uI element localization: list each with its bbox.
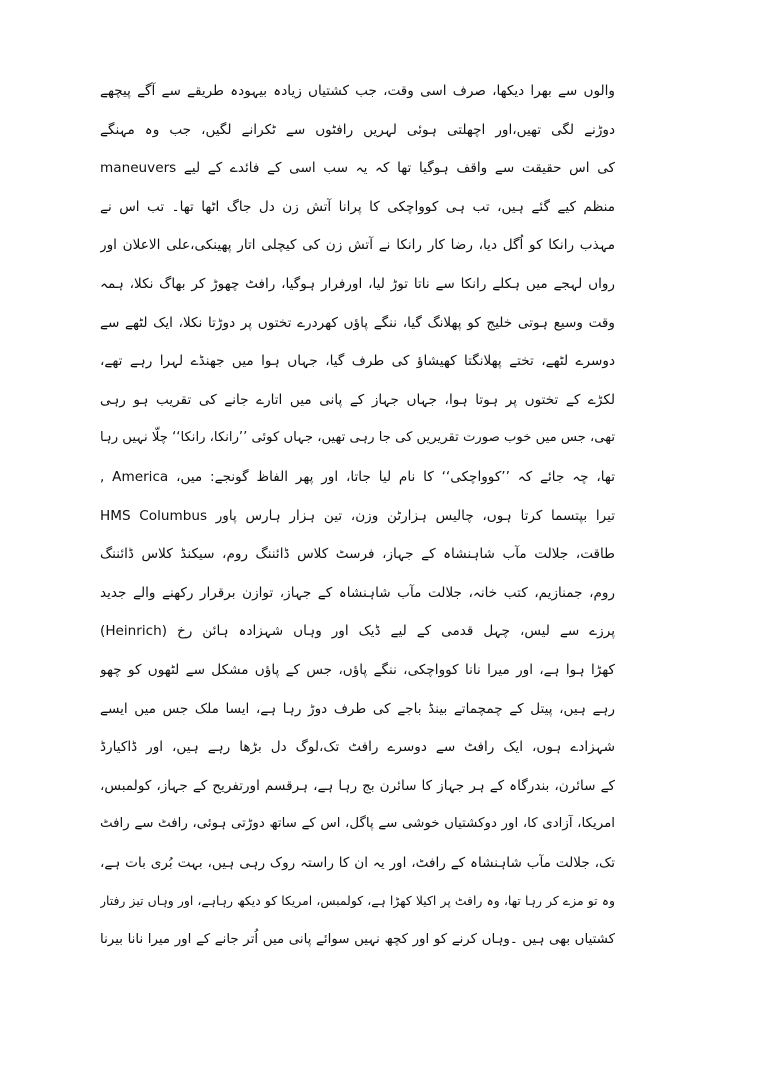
text-line: والوں سے بھرا دیکھا، صرف اسی وقت، جب کشتیاں زیادہ بیہودہ طریقے سے آگے پیچھے [100, 83, 615, 99]
text-line: طاقت، جلالت مآب شاہنشاہ کے جہاز، فرسٹ کلاس ڈائننگ روم، سیکنڈ کلاس ڈائننگ [100, 546, 615, 563]
text-line: تھا، چہ جائے کہ ’’کوواچکی‘‘ کا نام لیا جاتا، اور پھر الفاظ گونجے: میں، America , [100, 468, 615, 485]
text-line: شہزادے ہوں، ایک رافٹ سے دوسرے رافٹ تک،لوگ دل بڑھا رہے ہیں، اور ڈاکیارڈ [100, 739, 615, 756]
text-line: مہذب رانکا کو اُگل دیا، رضا کار رانکا نے آتش زن کی کیچلی اتار پھینکی،علی الاعلان اور [100, 237, 615, 254]
text-line: کشتیاں بھی ہیں ۔وہاں کرنے کو اور کچھ نہیں سوائے پانی میں اُتر جانے کے اور میرا نانا بیرنا [100, 932, 615, 948]
text-line: وقت وسیع ہوتی خلیج کو پھلانگ گیا، ننگے پاؤں کھردرے تختوں پر دوڑتا نکلا، ایک لٹھے سے [100, 314, 615, 331]
text-line: HMS Columbus تیرا بپتسما کرتا ہوں، چالیس ہزارٹن وزن، تین ہزار ہارس پاور [100, 507, 615, 524]
text-line: تھی، جس میں خوب صورت تقریریں کی جا رہی تھیں، جہاں کوئی ’’رانکا، رانکا‘‘ چلّا نہیں رہا [100, 430, 615, 446]
text-line: دوڑنے لگی تھیں،اور اچھلتی ہوئی لہریں رافٹوں سے ٹکرانے لگیں، جب وہ مہنگے [100, 121, 615, 138]
text-line: پرزے سے لیس، چہل قدمی کے لیے ڈیک اور وہاں شہزادہ ہائن رخ (Heinrich) [100, 623, 615, 640]
text-line: رہے ہیں، پیتل کے چمچماتے بینڈ باجے کی طرف دوڑ رہا ہے، ایسا ملک جس میں ایسے [100, 700, 615, 717]
body-text [100, 72, 615, 960]
text-line: روم، جمنازیم، کتب خانہ، جلالت مآب شاہنشاہ کے جہاز، توازن برقرار رکھنے والے جدید [100, 584, 615, 601]
text-line: منظم کیے گئے ہیں، تب ہی کوواچکی کا پرانا آتش زن دل جاگ اٹھا تھا۔ تب اس نے [100, 198, 615, 215]
text-line: کھڑا ہوا ہے، اور میرا نانا کوواچکی، ننگے پاؤں، جس کے پاؤں مشکل سے لٹھوں کو چھو [100, 661, 615, 678]
text-line: وہ تو مزے کر رہا تھا، وہ رافٹ پر اکیلا کھڑا ہے، کولمبس، امریکا کو دیکھ رہاہے، اور وہاں تیز رفتار [100, 893, 615, 909]
text-line: کے سائرن، بندرگاہ کے ہر جہاز کا سائرن بج رہا ہے، ہرقسم اورتفریح کے جہاز، کولمبس، [100, 777, 615, 794]
text-line: تک، جلالت مآب شاہنشاہ کے رافٹ، اور یہ ان کا راستہ روک رہی ہیں، بہت بُری بات ہے، [100, 854, 615, 871]
text-line: لکڑے کے تختوں پر ہوتا ہوا، جہاں جہاز کے پانی میں اتارے جانے کی تقریب ہو رہی [100, 391, 615, 408]
text-line: رواں لہجے میں ہکلے رانکا سے ناتا توڑ لیا، اورفرار ہوگیا، رافٹ چھوڑ کر بھاگ نکلا، ہمہ [100, 275, 615, 292]
text-line: امریکا، آزادی کا، اور دوکشتیاں خوشی سے پاگل، اس کے ساتھ دوڑتی ہوئی، رافٹ سے رافٹ [100, 816, 615, 832]
text-line: دوسرے لٹھے، تختے پھلانگتا کھیشاؤ کی طرف گیا، جہاں ہوا میں جھنڈے لہرا رہے تھے، [100, 353, 615, 370]
text-line: maneuvers کی اس حقیقت سے واقف ہوگیا تھا کہ یہ سب اسی کے فائدے کے لیے [100, 160, 615, 177]
